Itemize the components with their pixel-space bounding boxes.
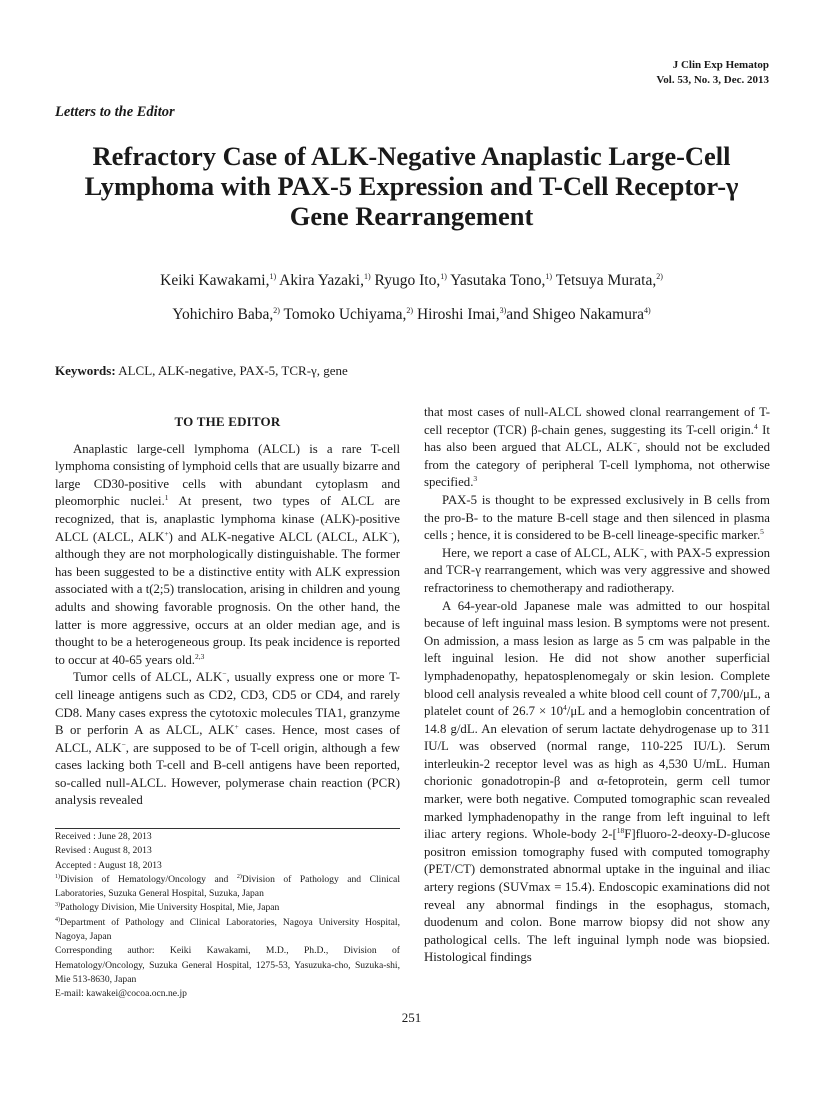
author-name: Hiroshi Imai,	[416, 306, 500, 323]
author-name: Tomoko Uchiyama,	[283, 306, 407, 323]
title-line-3: Gene Rearrangement	[289, 201, 534, 231]
journal-issue: Vol. 53, No. 3, Dec. 2013	[656, 74, 769, 86]
footnote-divider	[55, 828, 400, 829]
author-affiliation: 1)	[545, 272, 553, 281]
author-list	[40, 262, 783, 330]
footnotes	[55, 830, 400, 1002]
author-name: Ryugo Ito,	[374, 272, 441, 289]
superscript: −	[639, 544, 644, 554]
keywords	[55, 363, 348, 379]
affiliation-1-2	[55, 873, 400, 902]
superscript: −	[222, 669, 227, 679]
text-run: Here, we report a case of ALCL, ALK	[442, 545, 640, 560]
text-run: , should not be excluded from the category of peripheral T-cell lymphoma, not otherwise specified.	[424, 440, 771, 490]
superscript: 4)	[55, 916, 60, 923]
superscript: 18	[616, 826, 625, 836]
superscript: +	[234, 722, 239, 732]
text-run: , usually express one or more T-cell lineage antigens such as CD2, CD3, CD5 or CD4, and rarely CD8. Many cases express the cytotoxic molecules TIA1, granzyme B or perforin A as ALCL, ALK	[55, 670, 400, 738]
superscript: −	[388, 528, 393, 538]
paragraph	[55, 441, 400, 670]
superscript: −	[632, 439, 637, 449]
received-date: Received : June 28, 2013	[55, 831, 152, 842]
citation: 5	[760, 527, 764, 537]
text-run: , are supposed to be of T-cell origin, although a few cases lacking both T-cell and B-cell antigens have been reported, so-called null-ALCL. However, polymerase chain reaction (PCR) analysis revealed	[55, 740, 400, 808]
paragraph	[424, 492, 770, 545]
author-line-2	[40, 296, 783, 330]
superscript: 1)	[55, 873, 60, 880]
text-run: A 64-year-old Japanese male was admitted to our hospital because of left inguinal mass lesion. B symptoms were not present. On admission, a mass lesion as large as 5 cm was palpable in the left inguinal lesion. He did not show another superficial lymphadenopathy, hepatosplenomegaly or skin lesion. Complete blood cell analysis revealed a white blood cell count of 7,700/μL, a platelet count of 26.7 × 10	[424, 598, 770, 719]
author-line-1	[40, 262, 783, 296]
text-run: Department of Pathology and Clinical Laboratories, Nagoya University Hospital, Nagoya, Japan	[55, 916, 400, 943]
left-column	[55, 404, 400, 810]
text-run: Division of Hematology/Oncology and	[60, 873, 237, 885]
text-run: cases. Hence, most cases of ALCL, ALK	[55, 723, 400, 755]
author-name: Yohichiro Baba,	[172, 306, 274, 323]
text-run: that most cases of null-ALCL showed clonal rearrangement of T-cell receptor (TCR) β-chain genes, suggesting its T-cell origin.	[424, 405, 770, 437]
text-run: /μL and a hemoglobin concentration of 14.8 g/dL. An elevation of serum lactate dehydrogenase up to 311 IU/L was observed (normal range, 110-225 IU/L). Serum interleukin-2 receptor level was as high as 4,530 U/mL. Human chorionic gonadotropin-β and α-fetoprotein, germ cell tumor marker, were both negative. Computed tomographic scan revealed marked lymphadenopathy in the range from left inguinal to left iliac artery regions. Whole-body 2-[	[424, 704, 770, 842]
text-run: Pathology Division, Mie University Hospital, Mie, Japan	[60, 902, 280, 914]
superscript: 2)	[236, 873, 242, 880]
text-run: Anaplastic large-cell lymphoma (ALCL) is a rare T-cell lymphoma consisting of lymphoid cells that are usually bizarre and large CD30-positive cells with abundant cytoplasm and pleomorphic nuclei.	[55, 441, 400, 509]
author-affiliation: 4)	[644, 306, 651, 315]
title-line-1: Refractory Case of ALK-Negative Anaplastic Large-Cell	[92, 141, 731, 171]
author-affiliation: 1)	[269, 272, 277, 281]
keywords-text: ALCL, ALK-negative, PAX-5, TCR-γ, gene	[118, 363, 348, 378]
text-run: , with PAX-5 expression and TCR-γ rearrangement, which was very aggressive and showed refractoriness to chemotherapy and radiotherapy.	[424, 545, 770, 595]
author-name: Keiki Kawakami,	[160, 272, 270, 289]
text-run: At present, two types of ALCL are recognized, that is, anaplastic lymphoma kinase (ALK)-positive ALCL (ALCL, ALK	[55, 494, 400, 544]
text-run: It has also been argued that ALCL, ALK	[424, 422, 770, 455]
text-run: PAX-5 is thought to be expressed exclusively in B cells from the pro-B- to the mature B-cell stage and then silenced in plasma cells ; hence, it is considered to be B-cell lineage-specific marker.	[424, 492, 770, 543]
paragraph	[424, 598, 770, 967]
paragraph	[424, 404, 770, 492]
author-affiliation: 2)	[656, 272, 663, 281]
keywords-label: Keywords:	[55, 363, 116, 378]
superscript: 3)	[55, 902, 60, 909]
text-run: ), although they are not morphologically distinguishable. The former has been suggested to be a distinctive entity with ALK expression associated with a t(2;5) translocation, arising in children and young adults and showing favorable prognosis. On the other hand, the latter is more aggressive, occurs at an older median age, and is thought to be a heterogeneous group. Its peak incidence is reported to occur at 40-65 years old.	[55, 529, 400, 667]
citation: 3	[473, 474, 478, 484]
citation: 4	[753, 421, 758, 431]
superscript: +	[164, 528, 169, 538]
author-name: Tetsuya Murata,	[555, 272, 657, 289]
citation: 1	[164, 493, 169, 503]
paragraph	[424, 545, 770, 598]
journal-header	[656, 58, 769, 88]
author-affiliation: 1)	[363, 272, 371, 281]
page-number: 251	[401, 1010, 422, 1025]
email-address: E-mail: kawakei@cocoa.ocn.ne.jp	[55, 988, 187, 1000]
superscript: 4	[563, 703, 567, 713]
text-run: Tumor cells of ALCL, ALK	[73, 670, 223, 685]
author-name: and Shigeo Nakamura	[506, 306, 645, 323]
section-heading: TO THE EDITOR	[174, 414, 281, 429]
author-name: Yasutaka Tono,	[450, 272, 546, 289]
accepted-date: Accepted : August 18, 2013	[55, 859, 162, 871]
text-run: Division of Pathology and Clinical Laboratories, Suzuka General Hospital, Suzuka, Japan	[55, 873, 400, 900]
author-affiliation: 2)	[406, 306, 414, 315]
author-affiliation: 3)	[499, 306, 507, 315]
author-affiliation: 2)	[273, 306, 280, 315]
article-title	[40, 141, 783, 231]
citation: 2,3	[195, 651, 205, 661]
affiliation-4	[55, 916, 400, 945]
author-name: Akira Yazaki,	[279, 272, 364, 289]
author-affiliation: 1)	[440, 272, 447, 281]
superscript: −	[121, 739, 126, 749]
revised-date: Revised : August 8, 2013	[55, 845, 152, 857]
corresponding-author: Corresponding author: Keiki Kawakami, M.D., Ph.D., Division of Hematology/Oncology, Suzuka General Hospital, 1275-53, Yasuzuka-cho, Suzuka-shi, Mie 513-8630, Japan	[55, 945, 400, 985]
right-column	[424, 404, 770, 967]
section-label: Letters to the Editor	[55, 104, 175, 120]
text-run: F]fluoro-2-deoxy-D-glucose positron emission tomography fused with computed tomography (PET/CT) demonstrated abnormal uptake in the inguinal and iliac artery regions (SUVmax = 15.4). Endoscopic examinations did not reveal any abnormal findings in the esophagus, stomach, duodenum and colon. Bone marrow biopsy did not show any pathological cells. The left inguinal lymph node was biopsied. Histological findings	[424, 827, 770, 965]
journal-name: J Clin Exp Hematop	[672, 59, 769, 71]
text-run: ) and ALK-negative ALCL (ALCL, ALK	[168, 529, 389, 544]
paragraph	[55, 669, 400, 810]
affiliation-3	[55, 901, 400, 915]
title-line-2: Lymphoma with PAX-5 Expression and T-Cell Receptor-γ	[84, 171, 739, 201]
